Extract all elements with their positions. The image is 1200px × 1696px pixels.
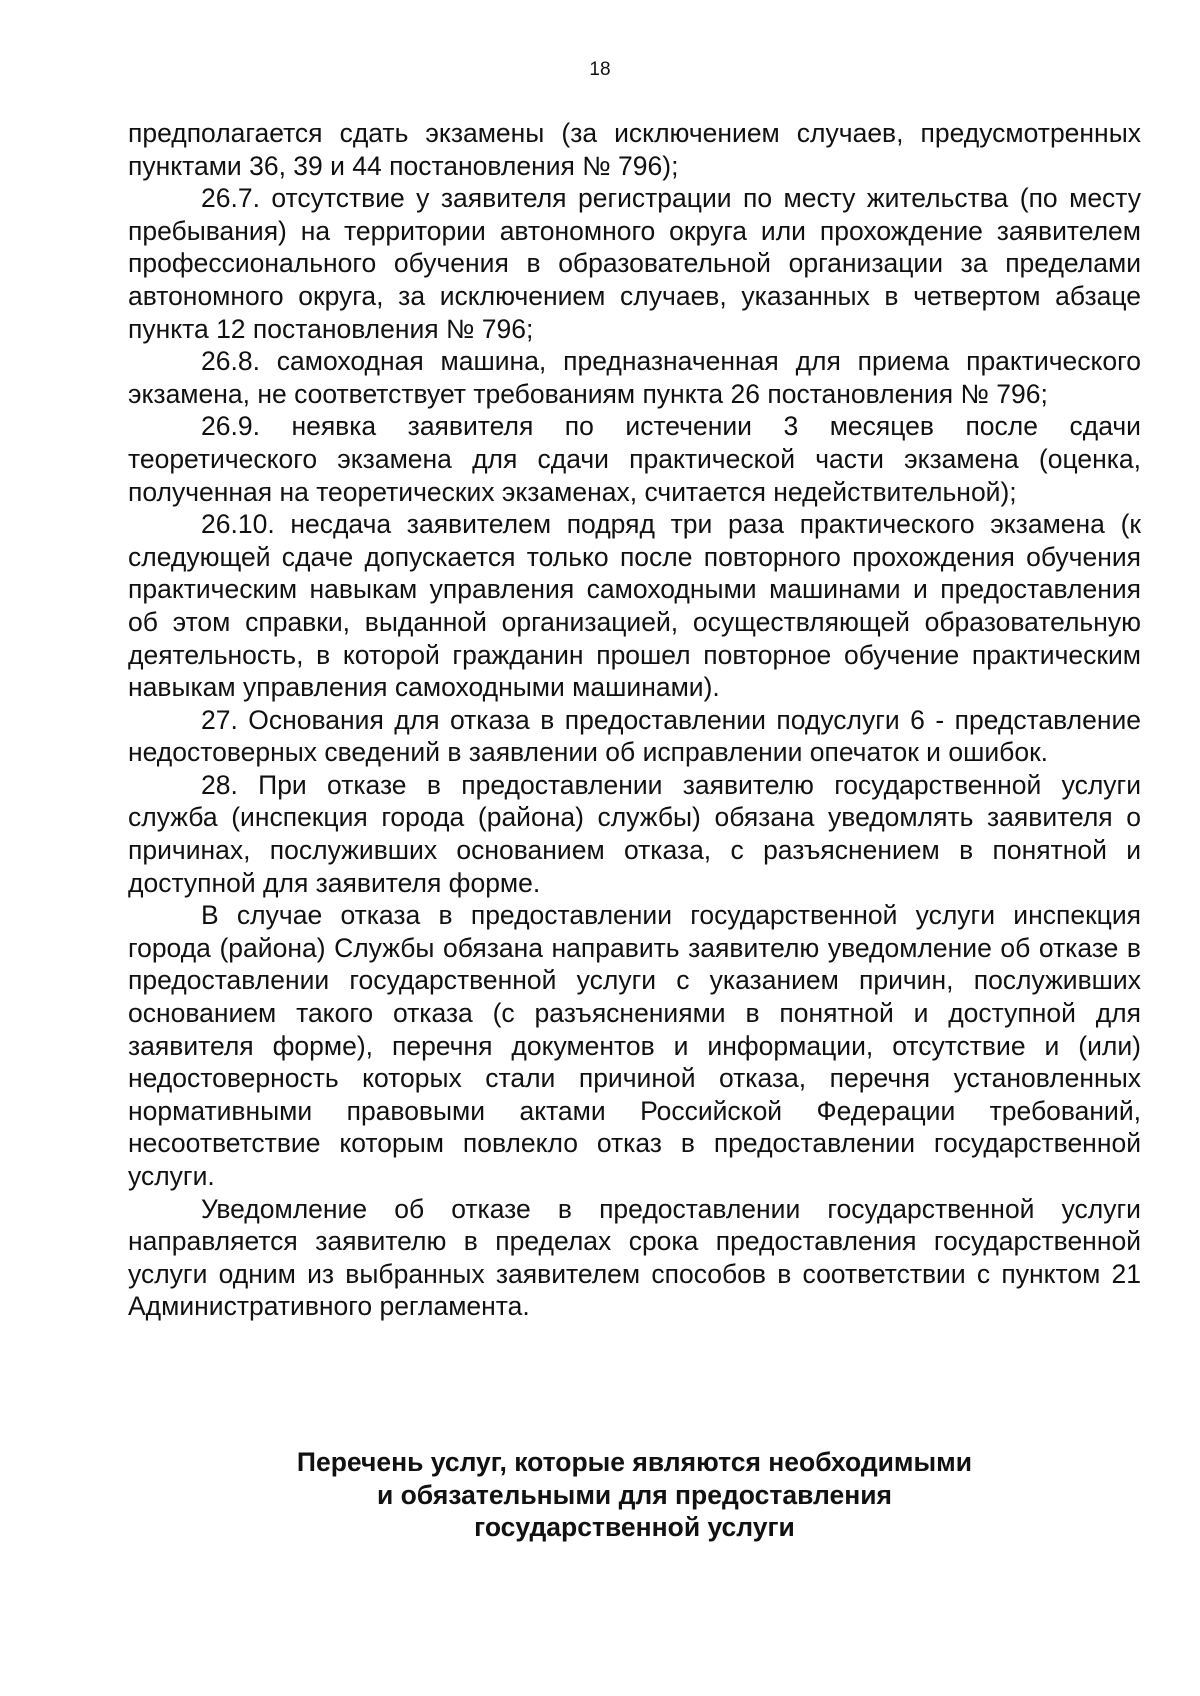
paragraph-continuation: предполагается сдать экзамены (за исключением случаев, предусмотренных пунктами 36, 39 и 44 постановления № 796); xyxy=(128,118,1141,181)
section-heading-line: государственной услуги xyxy=(474,1512,795,1543)
paragraph-refusal-notice: В случае отказа в предоставлении государственной услуги инспекция города (района) Службы обязана направить заявителю уведомление об отказе в предоставлении государственной услуги с указанием причин, послуживших основанием такого отказа (с разъяснениями в понятной и доступной для заявителя форме), перечня документов и информации, отсутствие и (или) недостоверность которых стали причиной отказа, перечня установленных нормативными правовыми актами Российской Федерации требований, несоответствие которым повлекло отказ в предоставлении государственной услуги. xyxy=(128,900,1141,1191)
body-text xyxy=(128,117,1141,1323)
page-number: 18 xyxy=(589,59,611,80)
paragraph-26-8: 26.8. самоходная машина, предназначенная для приема практического экзамена, не соответствует требованиям пункта 26 постановления № 796; xyxy=(128,346,1141,409)
paragraph-26-9: 26.9. неявка заявителя по истечении 3 месяцев после сдачи теоретического экзамена для сдачи практической части экзамена (оценка, полученная на теоретических экзаменах, считается недействительной); xyxy=(128,411,1141,507)
paragraph-28: 28. При отказе в предоставлении заявителю государственной услуги служба (инспекция города (района) службы) обязана уведомлять заявителя о причинах, послуживших основанием отказа, с разъяснением в понятной и доступной для заявителя форме. xyxy=(128,769,1141,898)
paragraph-notice-delivery: Уведомление об отказе в предоставлении государственной услуги направляется заявителю в пределах срока предоставления государственной услуги одним из выбранных заявителем способов в соответствии с пунктом 21 Административного регламента. xyxy=(128,1193,1141,1322)
section-heading xyxy=(128,1446,1141,1544)
paragraph-27: 27. Основания для отказа в предоставлении подуслуги 6 - представление недостоверных сведений в заявлении об исправлении опечаток и ошибок. xyxy=(128,704,1141,768)
paragraph-26-10: 26.10. несдача заявителем подряд три раза практического экзамена (к следующей сдаче допускается только после повторного прохождения обучения практическим навыкам управления самоходными машинами и предоставления об этом справки, выданной организацией, осуществляющей образовательную деятельность, в которой гражданин прошел повторное обучение практическим навыкам управления самоходными машинами). xyxy=(128,509,1141,703)
section-heading-line: Перечень услуг, которые являются необходимыми xyxy=(296,1447,973,1477)
paragraph-26-7: 26.7. отсутствие у заявителя регистрации по месту жительства (по месту пребывания) на территории автономного округа или прохождение заявителем профессионального обучения в образовательной организации за пределами автономного округа, за исключением случаев, указанных в четвертом абзаце пункта 12 постановления № 796; xyxy=(128,183,1141,344)
section-heading-line: и обязательными для предоставления xyxy=(376,1479,893,1510)
